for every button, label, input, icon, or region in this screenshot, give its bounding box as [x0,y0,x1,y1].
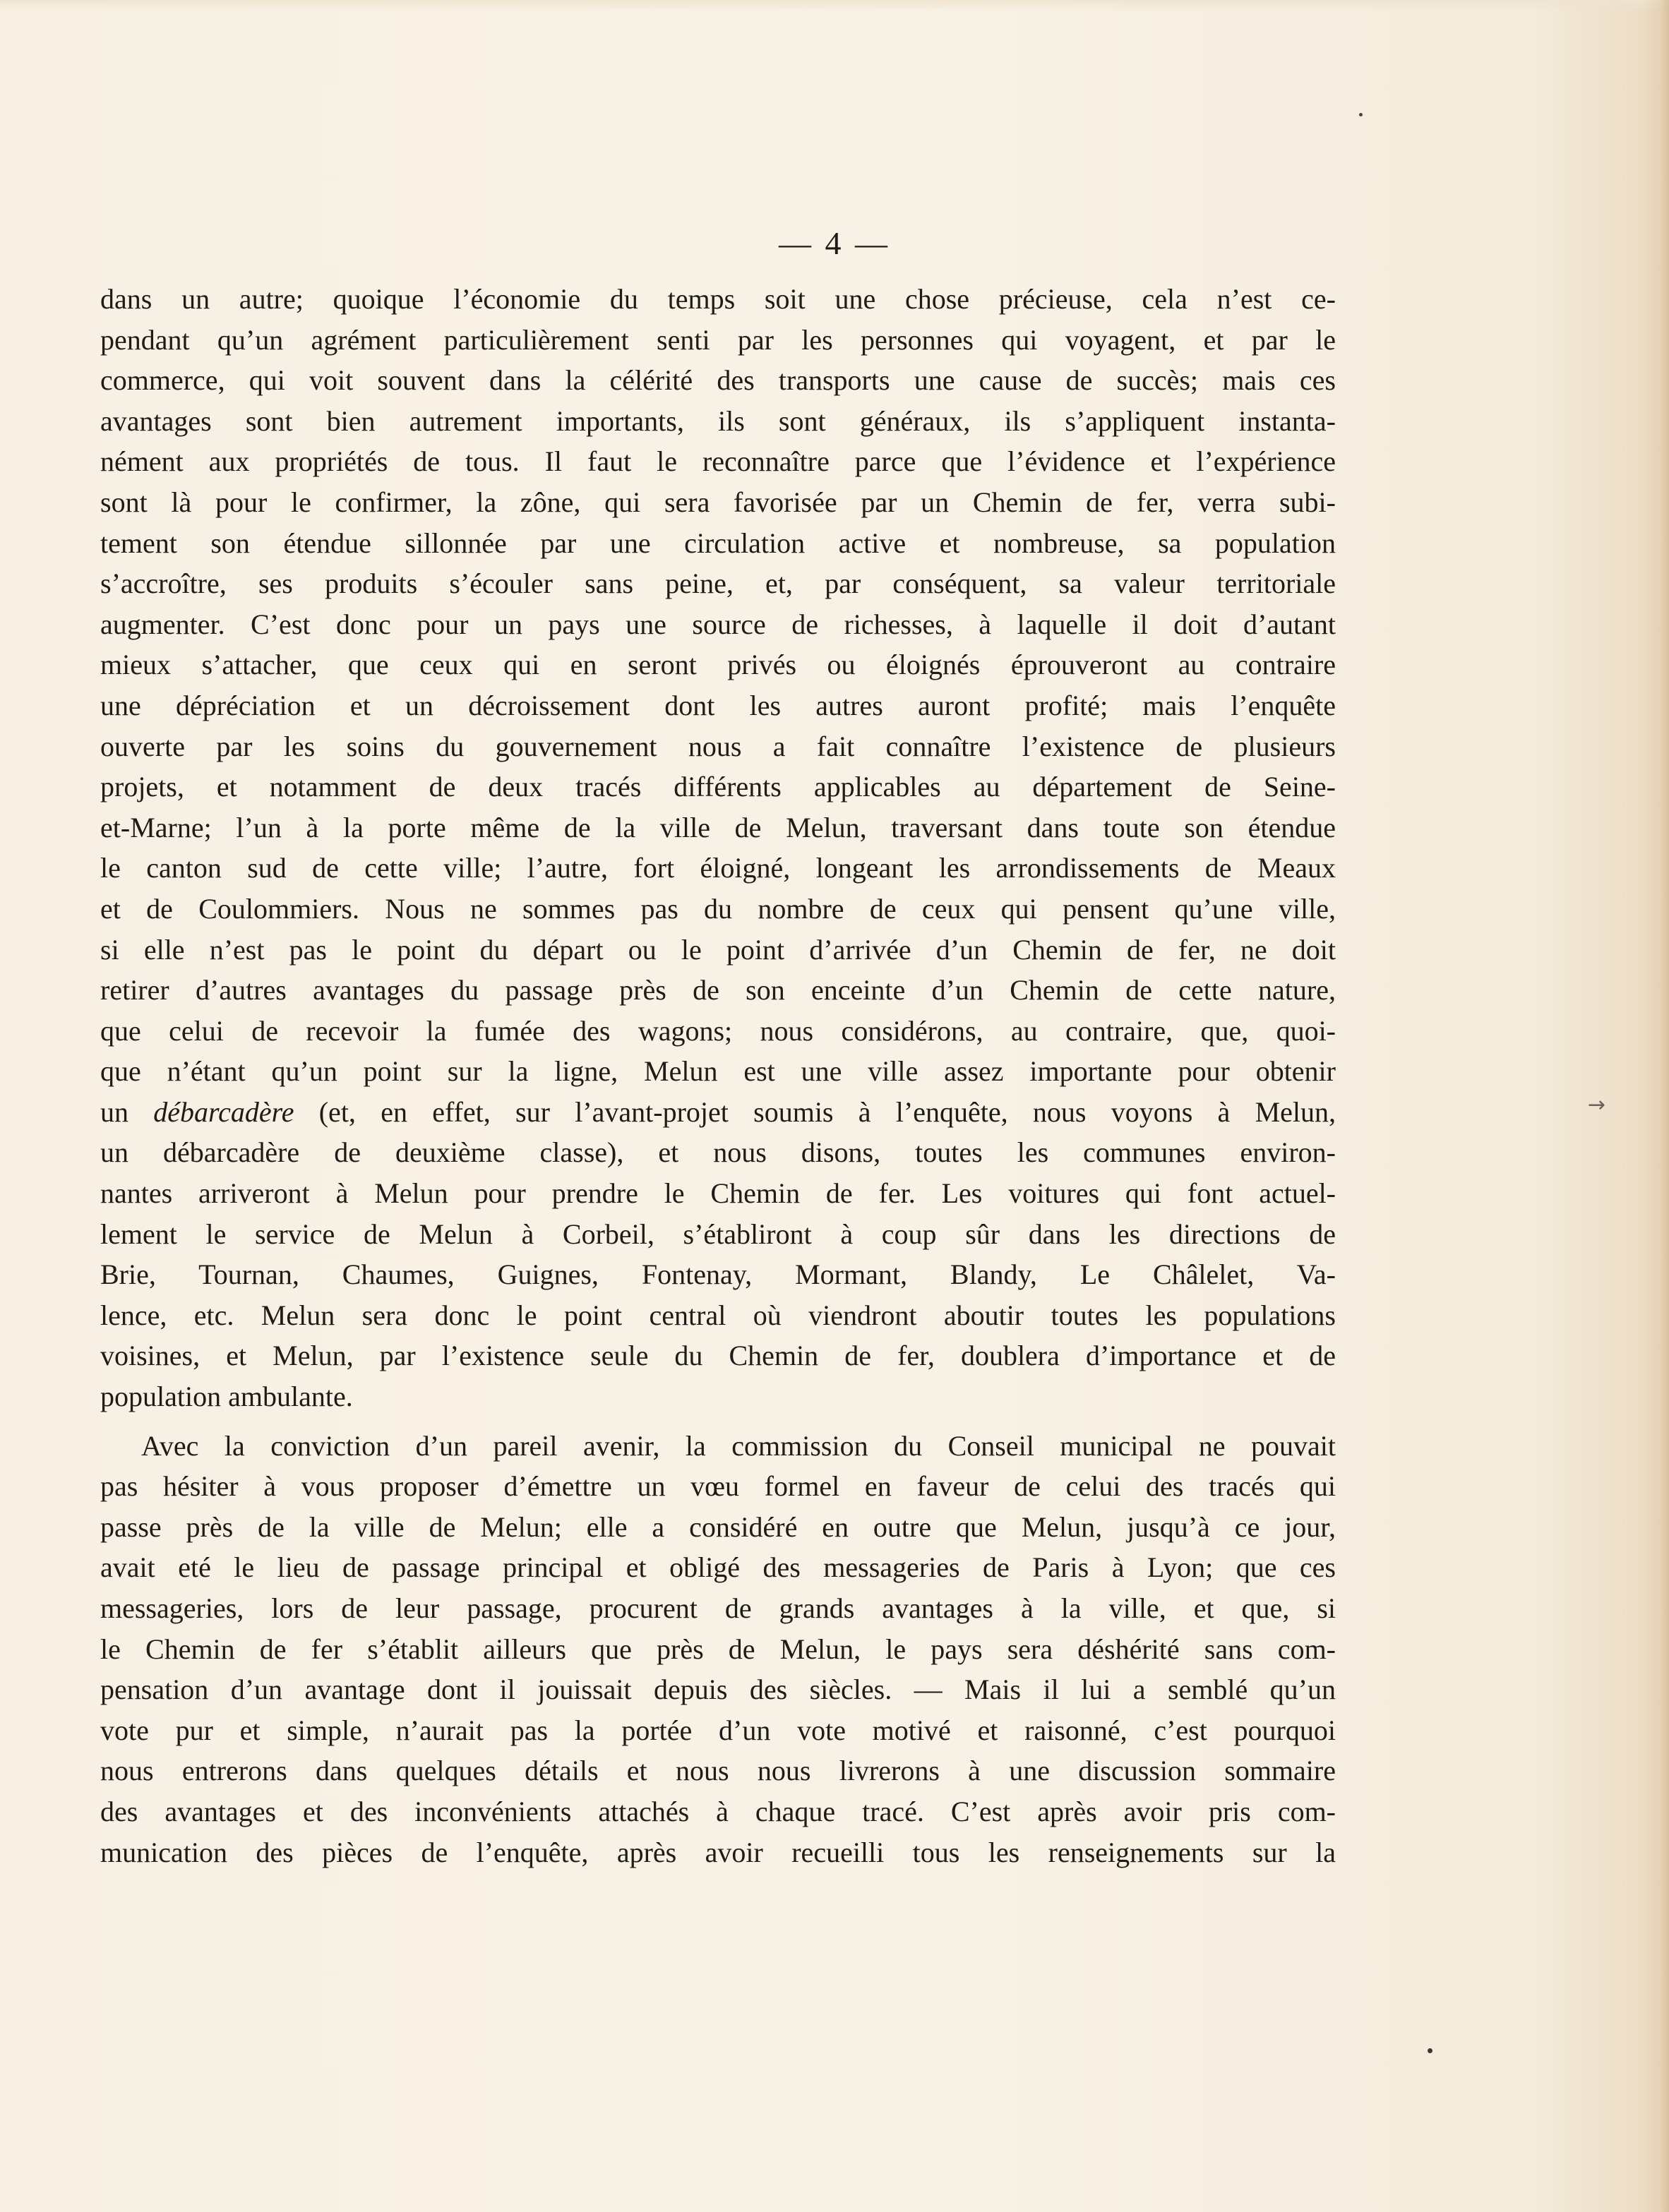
text-line: des avantages et des inconvénients attachés à chaque tracé. C’est après avoir pris com- [100,1795,1336,1827]
text-line: nous entrerons dans quelques détails et nous nous livrerons à une discussion sommaire [100,1755,1336,1787]
text-line: ouverte par les soins du gouvernement nous a fait connaître l’existence de plusieurs [100,730,1336,762]
italic-term: débarcadère [153,1095,294,1128]
text-line: dans un autre; quoique l’économie du temps soit une chose précieuse, cela n’est ce- [100,283,1336,315]
text-line: commerce, qui voit souvent dans la célérité des transports une cause de succès; mais ces [100,364,1336,397]
text-line: pensation d’un avantage dont il jouissait depuis des siècles. — Mais il lui a semblé qu’un [100,1673,1336,1706]
speck-bottom [1428,2048,1432,2053]
margin-arrow-mark: → [1587,1093,1605,1117]
text-line: avait eté le lieu de passage principal et obligé des messageries de Paris à Lyon; que ces [100,1551,1336,1584]
text-line: un débarcadère de deuxième classe), et nous disons, toutes les communes environ- [100,1136,1336,1169]
text-line: projets, et notamment de deux tracés différents applicables au département de Seine- [100,771,1336,803]
text-line: que n’étant qu’un point sur la ligne, Melun est une ville assez importante pour obtenir [100,1055,1336,1088]
text-line: le canton sud de cette ville; l’autre, fort éloigné, longeant les arrondissements de Meaux [100,852,1336,884]
text-line: augmenter. C’est donc pour un pays une source de richesses, à laquelle il doit d’autant [100,608,1336,640]
text-line: Avec la conviction d’un pareil avenir, la commission du Conseil municipal ne pouvait [141,1429,1336,1462]
text-line: mieux s’attacher, que ceux qui en seront privés ou éloignés éprouveront au contraire [100,649,1336,681]
text-line: pendant qu’un agrément particulièrement senti par les personnes qui voyagent, et par le [100,323,1336,356]
text-line: Brie, Tournan, Chaumes, Guignes, Fontenay, Mormant, Blandy, Le Châlelet, Va- [100,1258,1336,1291]
text-line: munication des pièces de l’enquête, après avoir recueilli tous les renseignements sur la [100,1836,1336,1868]
text-line: si elle n’est pas le point du départ ou le point d’arrivée d’un Chemin de fer, ne doit [100,933,1336,966]
page-fold-shadow [1641,0,1669,2212]
text-line: population ambulante. [100,1381,353,1413]
text-line: nantes arriveront à Melun pour prendre le Chemin de fer. Les voitures qui font actuel- [100,1177,1336,1210]
text-line: un débarcadère (et, en effet, sur l’avant-projet soumis à l’enquête, nous voyons à Melun, [100,1095,1336,1128]
text-line: le Chemin de fer s’établit ailleurs que près de Melun, le pays sera déshérité sans com- [100,1633,1336,1665]
body-text [100,279,1336,1873]
text-line: retirer d’autres avantages du passage près de son enceinte d’un Chemin de cette nature, [100,974,1336,1006]
text-line: s’accroître, ses produits s’écouler sans peine, et, par conséquent, sa valeur territoriale [100,567,1336,600]
text-line: passe près de la ville de Melun; elle a considéré en outre que Melun, jusqu’à ce jour, [100,1510,1336,1543]
text-line: nément aux propriétés de tous. Il faut le reconnaître parce que l’évidence et l’expérience [100,445,1336,478]
text-line: vote pur et simple, n’aurait pas la portée d’un vote motivé et raisonné, c’est pourquoi [100,1714,1336,1746]
speck-top [1359,113,1363,116]
text-line: une dépréciation et un décroissement dont les autres auront profité; mais l’enquête [100,689,1336,721]
text-line: messageries, lors de leur passage, procurent de grands avantages à la ville, et que, si [100,1592,1336,1624]
text-line: voisines, et Melun, par l’existence seule du Chemin de fer, doublera d’importance et de [100,1340,1336,1372]
page-top-edge [0,0,1669,11]
text-line: avantages sont bien autrement importants, ils sont généraux, ils s’appliquent instanta- [100,404,1336,437]
paragraph-gap [100,1417,1336,1426]
text-line: sont là pour le confirmer, la zône, qui sera favorisée par un Chemin de fer, verra subi- [100,486,1336,518]
text-line: tement son étendue sillonnée par une circulation active et nombreuse, sa population [100,527,1336,559]
text-line: pas hésiter à vous proposer d’émettre un vœu formel en faveur de celui des tracés qui [100,1470,1336,1503]
text-line: lement le service de Melun à Corbeil, s’établiront à coup sûr dans les directions de [100,1218,1336,1250]
text-line: que celui de recevoir la fumée des wagons; nous considérons, au contraire, que, quoi- [100,1014,1336,1047]
text-line: et-Marne; l’un à la porte même de la ville de Melun, traversant dans toute son étendue [100,811,1336,843]
text-line: et de Coulommiers. Nous ne sommes pas du nombre de ceux qui pensent qu’une ville, [100,892,1336,925]
text-line: lence, etc. Melun sera donc le point central où viendront aboutir toutes les populations [100,1299,1336,1331]
page-number: — 4 — [779,225,890,261]
